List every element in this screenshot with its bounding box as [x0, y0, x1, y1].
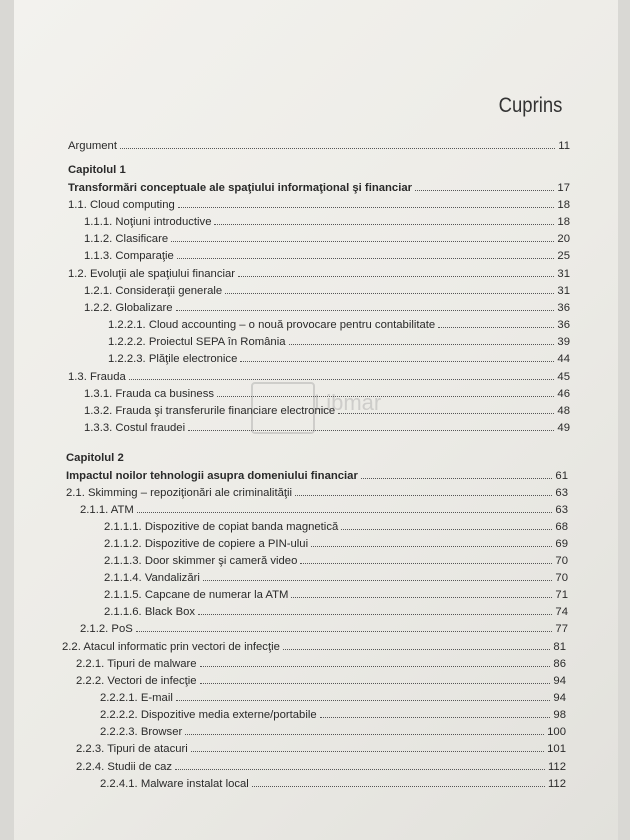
toc-entry — [100, 722, 566, 738]
toc-entry-page: 94 — [553, 692, 566, 704]
toc-entry-label: 1.1.2. Clasificare — [84, 233, 169, 245]
toc-entry-page: 74 — [555, 606, 568, 618]
toc-entry-label: 2.1.1.3. Door skimmer şi cameră video — [104, 555, 298, 567]
dot-leader — [200, 666, 551, 667]
toc-entry-label: 2.2.2. Vectori de infecţie — [76, 675, 197, 687]
toc-entry-label: 2.1.1.6. Black Box — [104, 606, 196, 618]
toc-entry — [76, 739, 566, 755]
toc-entry — [68, 264, 570, 280]
dot-leader — [171, 241, 554, 242]
toc-entry-page: 20 — [557, 233, 570, 245]
toc-entry-page: 31 — [557, 268, 570, 280]
toc-entry — [104, 602, 568, 618]
dot-leader — [136, 631, 553, 632]
toc-entry — [80, 619, 568, 635]
toc-entry-label: Transformări conceptuale ale spaţiului informaţional şi financiar — [68, 182, 413, 194]
toc-entry-label: 2.2.2.2. Dispozitive media externe/portabile — [100, 709, 317, 721]
toc-entry-page: 36 — [557, 319, 570, 331]
dot-leader — [203, 580, 553, 581]
toc-entry-label: 2.1.1. ATM — [80, 504, 134, 516]
toc-entry-page: 44 — [557, 353, 570, 365]
dot-leader — [320, 717, 551, 718]
dot-leader — [252, 786, 545, 787]
dot-leader — [175, 769, 545, 770]
toc-entry-label: 2.1.1.1. Dispozitive de copiat banda magnetică — [104, 521, 339, 533]
dot-leader — [341, 529, 552, 530]
dot-leader — [295, 495, 552, 496]
dot-leader — [214, 224, 554, 225]
dot-leader — [311, 546, 552, 547]
toc-entry — [68, 367, 570, 383]
toc-entry-label: 2.2.3. Tipuri de atacuri — [76, 743, 188, 755]
toc-entry — [104, 551, 568, 567]
toc-entry-label: 1.2. Evoluţii ale spaţiului financiar — [68, 268, 236, 280]
toc-entry-page: 77 — [555, 623, 568, 635]
toc-entry — [76, 757, 566, 773]
toc-entry — [84, 401, 570, 417]
toc-entry-page: 81 — [553, 641, 566, 653]
toc-entry-page: 112 — [547, 761, 566, 773]
toc-entry-page: 112 — [547, 778, 566, 790]
dot-leader — [178, 207, 555, 208]
dot-leader — [240, 361, 554, 362]
toc-entry-label: 2.2.4.1. Malware instalat local — [100, 778, 249, 790]
toc-entry-page: 49 — [557, 422, 570, 434]
toc-entry — [84, 212, 570, 228]
dot-leader — [137, 512, 553, 513]
toc-entry — [108, 315, 570, 331]
dot-leader — [289, 344, 555, 345]
toc-entry-page: 31 — [557, 285, 570, 297]
toc-entry-page: 25 — [557, 250, 570, 262]
toc-entry-label: 2.2.4. Studii de caz — [76, 761, 173, 773]
toc-entry-label: 1.2.2.1. Cloud accounting – o nouă provocare pentru contabilitate — [108, 319, 436, 331]
toc-entry-page: 71 — [555, 589, 568, 601]
dot-leader — [176, 310, 555, 311]
toc-entry-label: 2.2.1. Tipuri de malware — [76, 658, 197, 670]
toc-entry-page: 45 — [557, 371, 570, 383]
toc-entry-page: 61 — [555, 470, 568, 482]
toc-entry — [68, 195, 570, 211]
toc-entry — [68, 178, 570, 194]
toc-entry-label: 2.1.1.5. Capcane de numerar la ATM — [104, 589, 289, 601]
toc-entry-label: 1.2.2.2. Proiectul SEPA în România — [108, 336, 286, 348]
toc-entry-page: 69 — [555, 538, 568, 550]
toc-entry-page: 98 — [553, 709, 566, 721]
dot-leader — [361, 478, 553, 479]
toc-entry — [84, 384, 570, 400]
toc-entry — [84, 298, 570, 314]
toc-entry — [100, 774, 566, 790]
toc-entry-label: 2.2. Atacul informatic prin vectori de infecţie — [62, 641, 280, 653]
toc-entry-page: 48 — [557, 405, 570, 417]
toc-entry-label: 1.1.3. Comparaţie — [84, 250, 174, 262]
toc-entry-page: 68 — [555, 521, 568, 533]
chapter-heading: Capitolul 2 — [66, 452, 124, 464]
dot-leader — [438, 327, 554, 328]
toc-entry-label: 2.1.1.2. Dispozitive de copiere a PIN-ului — [104, 538, 309, 550]
toc-entry-label: 2.1.1.4. Vandalizări — [104, 572, 200, 584]
toc-entry-label: 1.3. Frauda — [68, 371, 126, 383]
toc-entry-page: 17 — [557, 182, 570, 194]
toc-entry-label: 1.3.3. Costul fraudei — [84, 422, 186, 434]
toc-entry-label: 2.1.2. PoS — [80, 623, 133, 635]
toc-entry — [104, 534, 568, 550]
toc-entry-page: 86 — [553, 658, 566, 670]
toc-entry-label: 1.2.2. Globalizare — [84, 302, 173, 314]
dot-leader — [291, 597, 552, 598]
dot-leader — [198, 614, 552, 615]
dot-leader — [225, 293, 554, 294]
toc-entry — [66, 483, 568, 499]
toc-entry — [84, 281, 570, 297]
toc-entry-page: 11 — [558, 140, 570, 152]
toc-entry — [84, 229, 570, 245]
toc-entry-page: 70 — [555, 572, 568, 584]
toc-entry-page: 101 — [547, 743, 566, 755]
toc-entry-label: 2.2.2.3. Browser — [100, 726, 183, 738]
dot-leader — [177, 258, 555, 259]
toc-entry — [76, 654, 566, 670]
dot-leader — [300, 563, 552, 564]
toc-entry-label: 1.2.1. Consideraţii generale — [84, 285, 223, 297]
toc-entry — [66, 466, 568, 482]
toc-entry-page: 63 — [555, 487, 568, 499]
toc-entry-label: 1.2.2.3. Plăţile electronice — [108, 353, 238, 365]
toc-entry-label: 1.3.2. Frauda şi transferurile financiare electronice — [84, 405, 336, 417]
toc-entry — [84, 418, 570, 434]
toc-entry-page: 70 — [555, 555, 568, 567]
toc-entry — [76, 671, 566, 687]
dot-leader — [176, 700, 551, 701]
dot-leader — [238, 276, 554, 277]
page-title: Cuprins — [498, 94, 562, 117]
toc-entry — [62, 637, 566, 653]
toc-entry-label: 2.2.2.1. E-mail — [100, 692, 173, 704]
toc-entry — [84, 246, 570, 262]
dot-leader — [185, 734, 544, 735]
dot-leader — [338, 413, 554, 414]
toc-entry-page: 100 — [547, 726, 566, 738]
toc-entry-page: 39 — [557, 336, 570, 348]
toc-entry-label: 1.1. Cloud computing — [68, 199, 175, 211]
dot-leader — [191, 751, 544, 752]
dot-leader — [188, 430, 554, 431]
toc-entry — [100, 705, 566, 721]
toc-entry-label: Argument — [68, 140, 117, 152]
toc-entry — [104, 568, 568, 584]
toc-entry — [80, 500, 568, 516]
toc-entry — [108, 332, 570, 348]
toc-entry-page: 94 — [553, 675, 566, 687]
toc-entry-label: 2.1. Skimming – repoziţionări ale criminalităţii — [66, 487, 293, 499]
toc-entry — [108, 349, 570, 365]
toc-entry-label: Impactul noilor tehnologii asupra domeniului financiar — [66, 470, 358, 482]
toc-entry-label: 1.1.1. Noţiuni introductive — [84, 216, 212, 228]
toc-entry-page: 18 — [557, 216, 570, 228]
toc-entry-page: 63 — [555, 504, 568, 516]
toc-entry — [104, 585, 568, 601]
dot-leader — [200, 683, 551, 684]
toc-entry-page: 36 — [557, 302, 570, 314]
dot-leader — [120, 148, 555, 149]
dot-leader — [283, 649, 551, 650]
dot-leader — [129, 379, 555, 380]
toc-entry — [68, 136, 570, 152]
toc-entry-label: 1.3.1. Frauda ca business — [84, 388, 214, 400]
toc-entry — [100, 688, 566, 704]
book-page — [14, 0, 618, 840]
chapter-heading: Capitolul 1 — [68, 164, 126, 176]
toc-entry — [104, 517, 568, 533]
toc-entry-page: 46 — [557, 388, 570, 400]
watermark-text: Libmar — [314, 390, 382, 415]
dot-leader — [415, 190, 554, 191]
dot-leader — [217, 396, 554, 397]
toc-entry-page: 18 — [557, 199, 570, 211]
